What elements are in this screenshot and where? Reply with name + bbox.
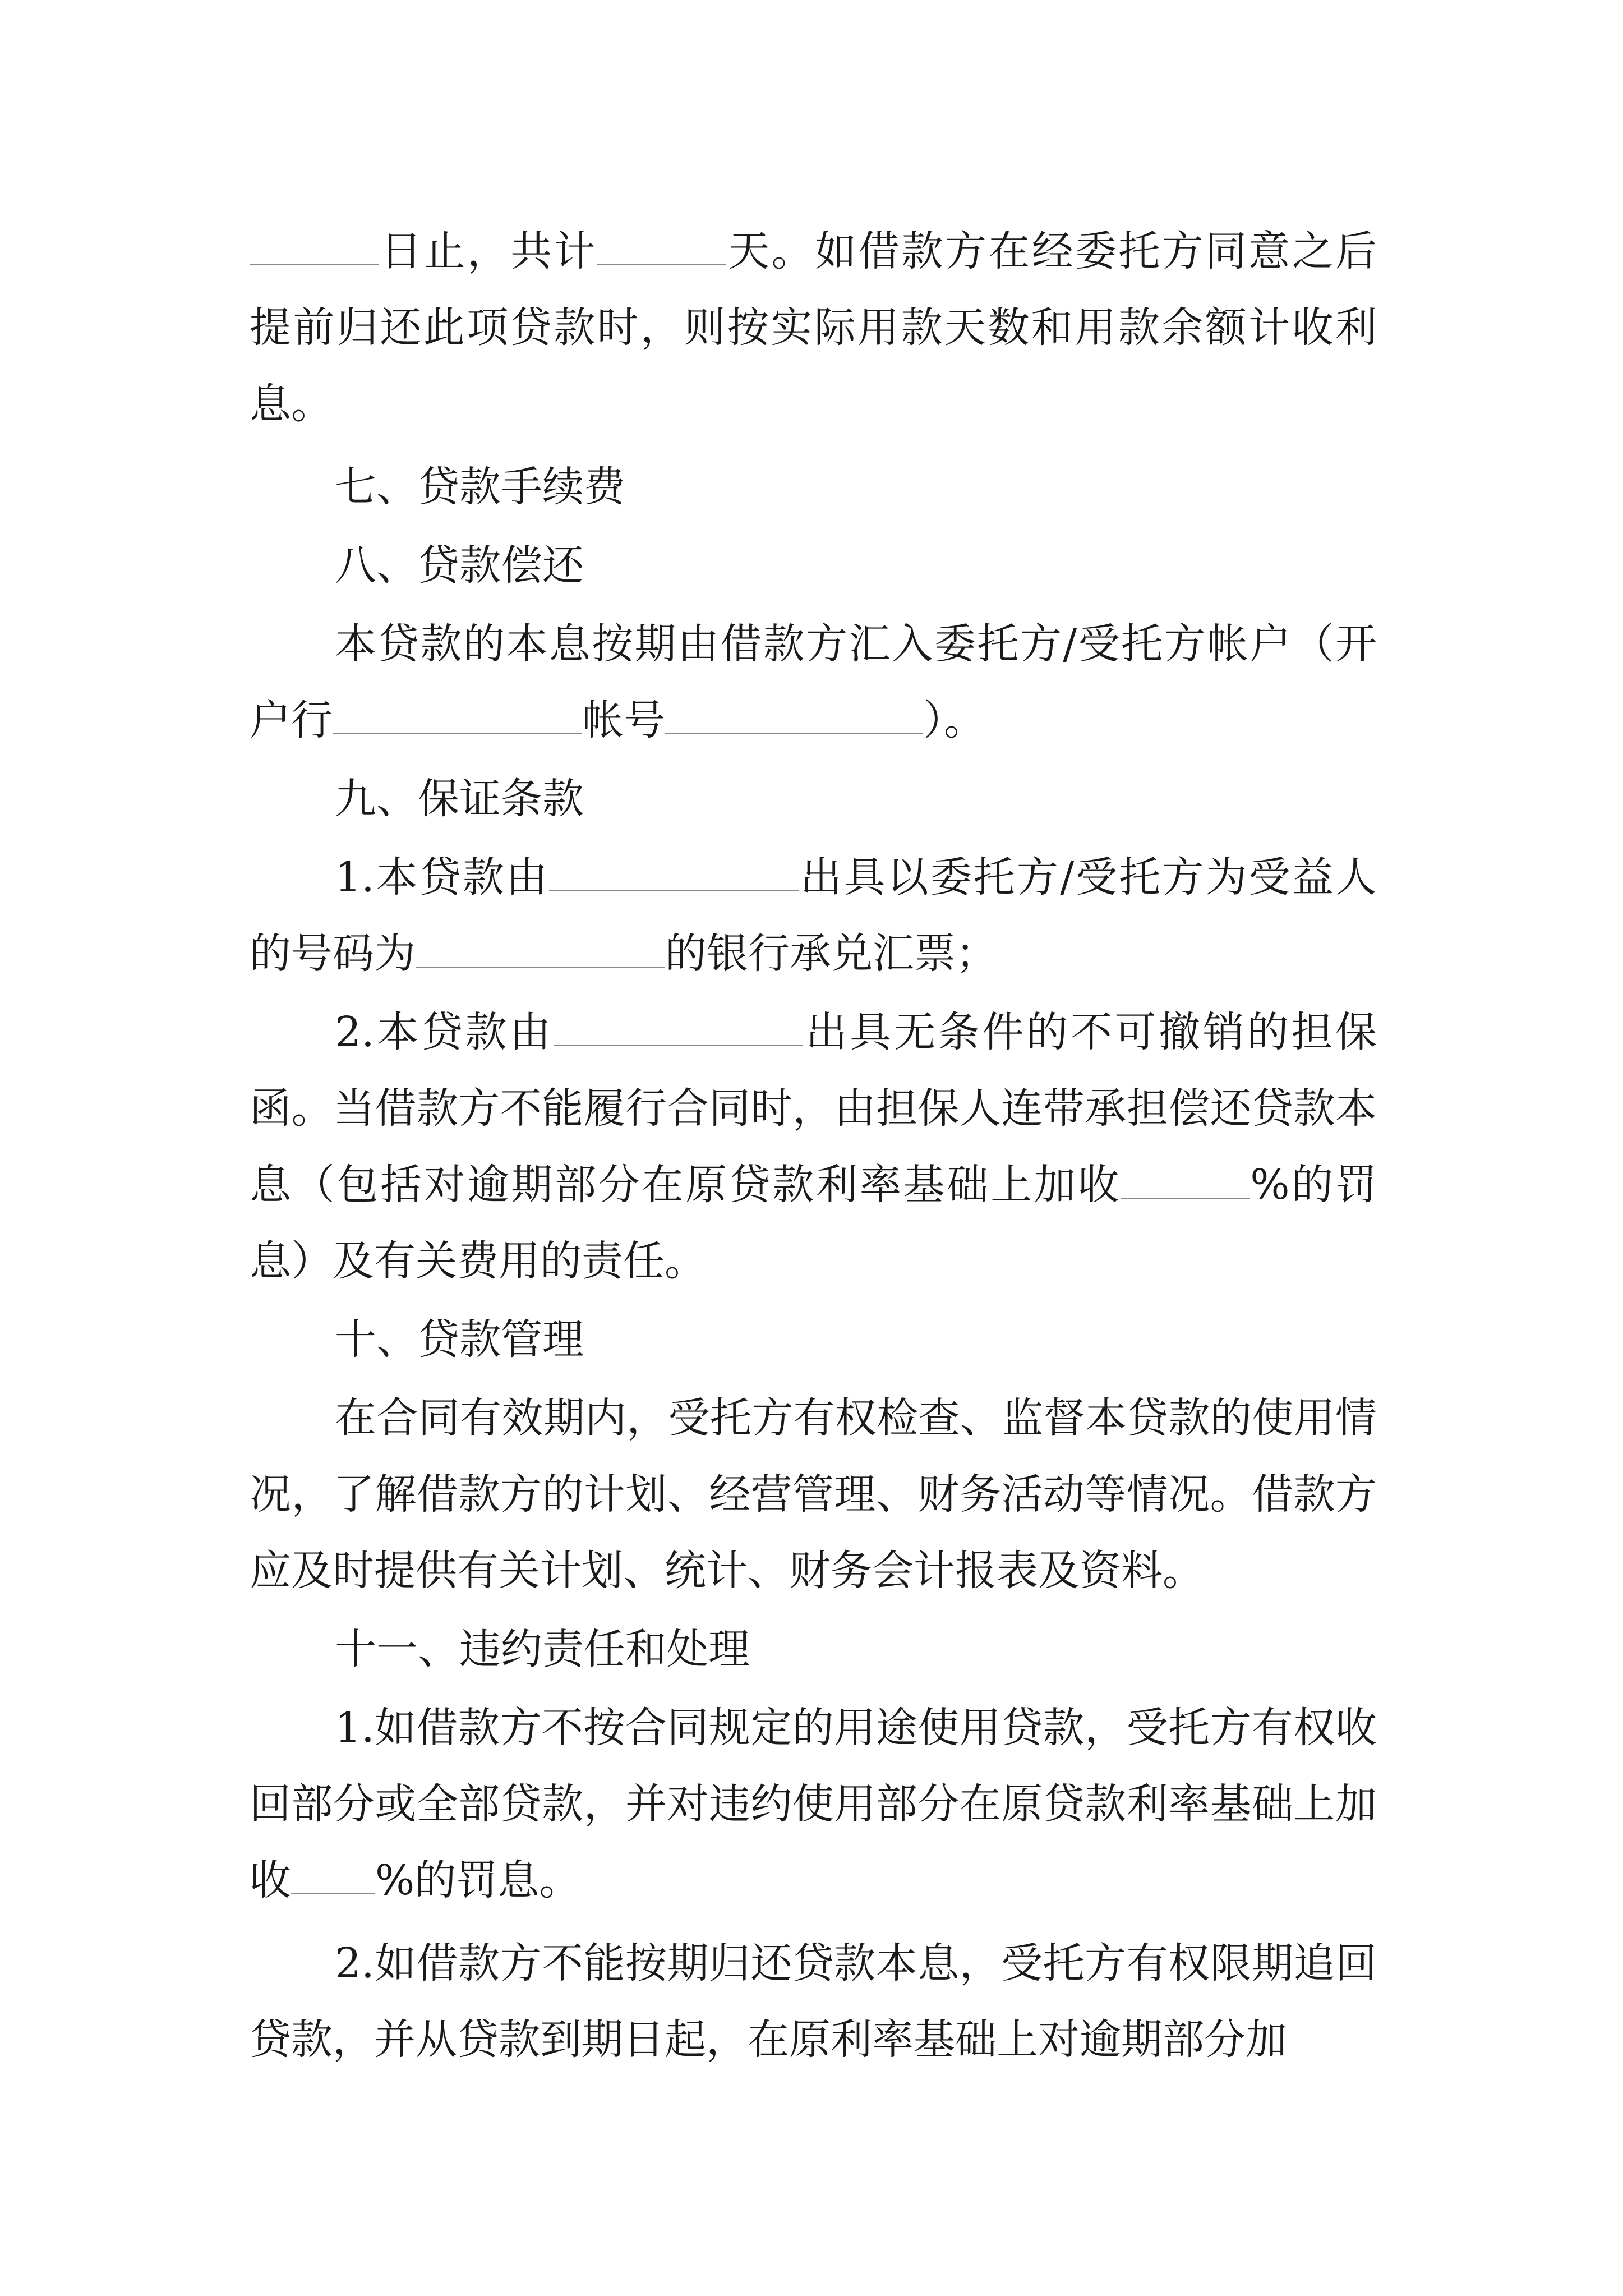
text-run: 帐号 [582, 696, 665, 744]
document-body [250, 213, 1377, 2078]
text-run: 出具以委托方/受托方为受益人的号码为 [250, 853, 1377, 978]
paragraph-loan-management [250, 1380, 1377, 1609]
text-run: 出具无条件的不可撤销的担保函。当借款方不能履行合同时，由担保人连带承担偿还贷款本息（包括对逾期部分在原贷款利率基础上加收 [250, 1008, 1377, 1209]
blank-account-number [665, 696, 923, 734]
section-heading: 九、保证条款 [335, 775, 584, 823]
paragraph-loan-term-end [250, 213, 1377, 442]
section-heading: 十、贷款管理 [335, 1315, 584, 1364]
text-run: 1.如借款方不按合同规定的用途使用贷款，受托方有权收回部分或全部贷款，并对违约使用部分在原贷款利率基础上加收 [250, 1704, 1377, 1904]
text-run: %的罚息）及有关费用的责任。 [250, 1161, 1377, 1285]
section-heading: 十一、违约责任和处理 [335, 1625, 750, 1673]
section-heading: 七、贷款手续费 [335, 463, 625, 511]
text-run: 2.本贷款由 [335, 1008, 554, 1056]
paragraph-breach-1 [250, 1690, 1377, 1918]
heading-loan-management [250, 1301, 1377, 1378]
blank-penalty-rate [1121, 1161, 1250, 1199]
paragraph-guarantee-2 [250, 994, 1377, 1299]
paragraph-repayment-account [250, 606, 1377, 758]
text-run: 2.如借款方不能按期归还贷款本息，受托方有权限期追回贷款，并从贷款到期日起，在原利率基础上对逾期部分加 [250, 1939, 1377, 2064]
blank-misuse-penalty-rate [291, 1856, 375, 1894]
text-run: 1.本贷款由 [335, 853, 550, 901]
paragraph-breach-2 [250, 1925, 1377, 2078]
paragraph-guarantee-1 [250, 839, 1377, 992]
blank-guarantor [554, 1008, 803, 1046]
text-run: %的罚息。 [375, 1856, 581, 1904]
heading-guarantee-terms [250, 761, 1377, 837]
text-run: 日止，共计 [379, 227, 597, 275]
heading-loan-fee [250, 449, 1377, 525]
heading-loan-repayment [250, 527, 1377, 604]
blank-issuer [549, 853, 799, 891]
blank-total-days [597, 227, 726, 265]
blank-bank-name [333, 696, 582, 734]
blank-bill-number [416, 930, 665, 968]
text-run: 本贷款的本息按期由借款方汇入委托方/受托方帐户（开户行 [250, 620, 1377, 744]
text-run: 在合同有效期内，受托方有权检查、监督本贷款的使用情况，了解借款方的计划、经营管理、财务活动等情况。借款方应及时提供有关计划、统计、财务会计报表及资料。 [250, 1394, 1377, 1595]
heading-breach-liability [250, 1611, 1377, 1687]
section-heading: 八、贷款偿还 [335, 541, 584, 590]
blank-end-day [250, 227, 379, 265]
text-run: ）。 [923, 696, 985, 744]
text-run: 的银行承兑汇票； [665, 930, 997, 978]
text-run: 天。如借款方在经委托方同意之后提前归还此项贷款时，则按实际用款天数和用款余额计收利息。 [250, 227, 1377, 428]
